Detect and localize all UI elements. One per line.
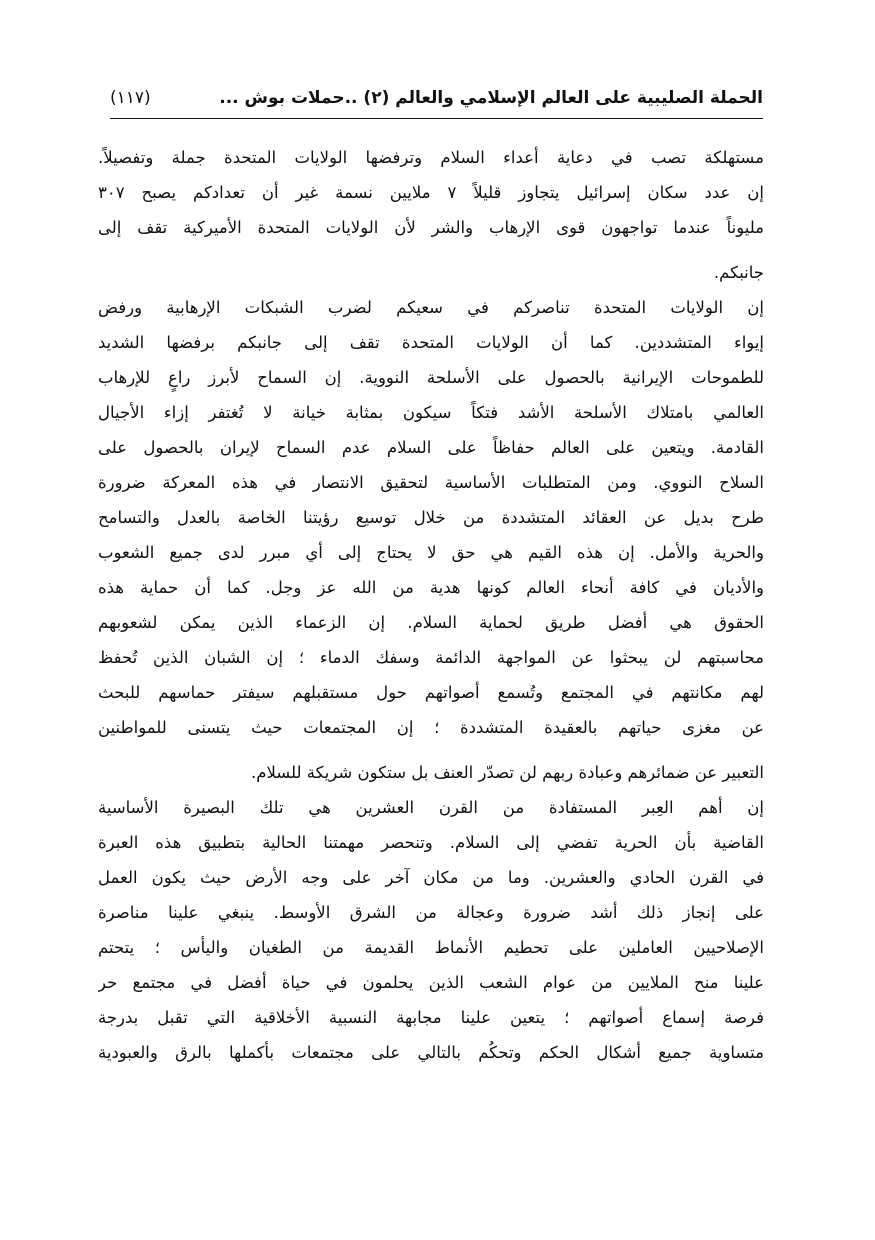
- text-line: متساوية جميع أشكال الحكم وتحكُم بالتالي على مجتمعات بأكملها بالرق والعبودية: [98, 1043, 764, 1062]
- text-line: إيواء المتشددين. كما أن الولايات المتحدة تقف إلى جانبكم برفضها الشديد: [98, 333, 764, 352]
- text-line: إن الولايات المتحدة تناصركم في سعيكم لضرب الشبكات الإرهابية ورفض: [98, 298, 764, 317]
- text-line: جانبكم.: [713, 263, 764, 282]
- text-line: للطموحات الإيرانية بالحصول على الأسلحة النووية. إن السماح لأبرز راعٍ للإرهاب: [98, 368, 764, 387]
- text-line: فرصة إسماع أصواتهم ؛ يتعين علينا مجابهة النسبية الأخلاقية التي تقبل بدرجة: [98, 1008, 764, 1027]
- text-line: عن مغزى حياتهم بالعقيدة المتشددة ؛ إن المجتمعات حيث يتسنى للمواطنين: [98, 718, 764, 737]
- text-line: القادمة. ويتعين على العالم حفاظاً على السلام عدم السماح لإيران بالحصول على: [98, 438, 764, 457]
- text-line: القاضية بأن الحرية تفضي إلى السلام. وتنحصر مهمتنا الحالية بتطبيق هذه العبرة: [98, 833, 764, 852]
- text-line: في القرن الحادي والعشرين. وما من مكان آخر على وجه الأرض حيث يكون العمل: [98, 868, 764, 887]
- text-line: طرح بديل عن العقائد المتشددة من خلال توسيع رؤيتنا الخاصة بالعدل والتسامح: [98, 508, 764, 527]
- text-line: محاسبتهم لن يبحثوا عن المواجهة الدائمة وسفك الدماء ؛ إن الشبان الذين تُحفظ: [98, 648, 764, 667]
- text-line: لهم مكانتهم في المجتمع وتُسمع أصواتهم حول مستقبلهم سيفتر حماسهم للبحث: [98, 683, 764, 702]
- text-line: إن أهم العِبر المستفادة من القرن العشرين هي تلك البصيرة الأساسية: [98, 798, 764, 817]
- text-line: مستهلكة تصب في دعاية أعداء السلام وترفضها الولايات المتحدة جملة وتفصيلاً.: [98, 148, 764, 167]
- text-line: العالمي بامتلاك الأسلحة الأشد فتكاً سيكون بمثابة خيانة لا تُغتفر إزاء الأجيال: [98, 403, 764, 422]
- text-line: على إنجاز ذلك أشد ضرورة وعجالة من الشرق الأوسط. ينبغي علينا مناصرة: [98, 903, 764, 922]
- page-number: (١١٧): [110, 88, 151, 108]
- text-line: الحقوق هي أفضل طريق لحماية السلام. إن الزعماء الذين يمكن لشعوبهم: [98, 613, 764, 632]
- text-line: علينا منح الملايين من عوام الشعب الذين يحلمون في حياة أفضل في مجتمع حر: [98, 973, 764, 992]
- text-line: والحرية والأمل. إن هذه القيم هي حق لا يحتاج إلى أي مبرر لدى جميع الشعوب: [98, 543, 764, 562]
- running-header: [110, 88, 763, 119]
- text-line: والأديان في كافة أنحاء العالم كونها هدية من الله عز وجل. كما أن حماية هذه: [98, 578, 764, 597]
- body-text: [98, 140, 764, 1070]
- text-line: إن عدد سكان إسرائيل يتجاوز قليلاً ٧ ملايين نسمة غير أن تعدادكم يصبح ٣٠٧: [98, 183, 764, 202]
- header-title: الحملة الصليبية على العالم الإسلامي والعالم (٢) ..حملات بوش ...: [219, 88, 763, 108]
- text-line: الإصلاحيين العاملين على تحطيم الأنماط القديمة من الطغيان واليأس ؛ يتحتم: [98, 938, 764, 957]
- text-line: مليوناً عندما تواجهون قوى الإرهاب والشر لأن الولايات المتحدة الأميركية تقف إلى: [98, 218, 764, 237]
- text-line: التعبير عن ضمائرهم وعبادة ربهم لن تصدّر العنف بل ستكون شريكة للسلام.: [250, 763, 764, 782]
- text-line: السلاح النووي. ومن المتطلبات الأساسية لتحقيق الانتصار في هذه المعركة ضرورة: [98, 473, 764, 492]
